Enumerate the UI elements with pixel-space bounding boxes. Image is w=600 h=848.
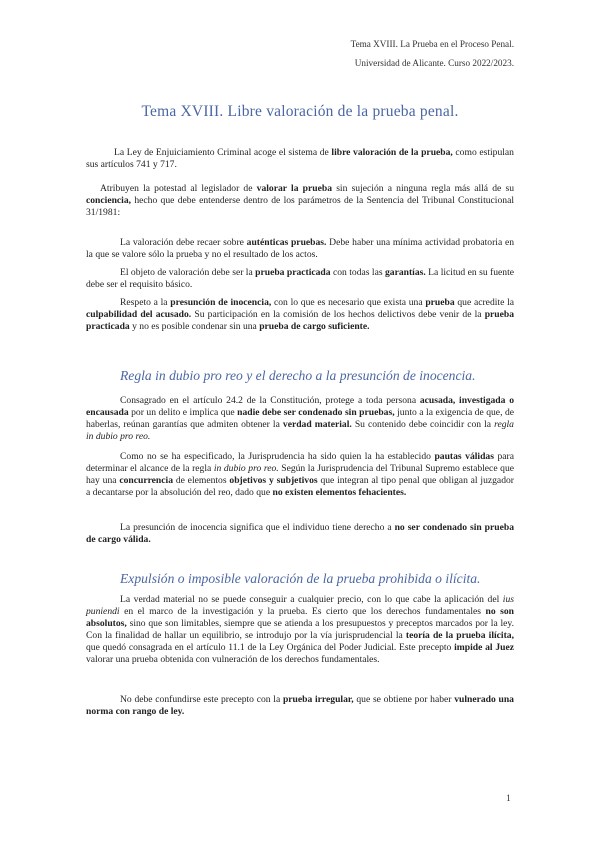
text-run: para determinar el alcance de la regla	[86, 451, 514, 475]
bold-run: vulnerado una norma con rango de ley.	[86, 694, 514, 718]
bold-run: culpabilidad del acusado.	[86, 309, 192, 321]
bold-run: concurrencia	[119, 475, 173, 487]
section-heading-prueba-ilicita: Expulsión o imposible valoración de la prueba prohibida o ilícita.	[120, 571, 481, 586]
bold-run: teoría de la prueba ilícita,	[405, 630, 514, 642]
text-run: El objeto de valoración debe ser la	[120, 267, 256, 278]
text-run: en el marco de la investigación y la prueba. Es cierto que los derechos fundamentales	[119, 606, 486, 618]
text-run: No debe confundirse este precepto con la	[120, 694, 283, 705]
text-run: Su participación en la comisión de los hechos delictivos debe venir de la	[191, 309, 485, 321]
bold-run: acusada, investigada o encausada	[86, 395, 514, 419]
italic-run: ius puniendi	[86, 594, 514, 618]
section-heading-in-dubio: Regla in dubio pro reo y el derecho a la presunción de inocencia.	[120, 368, 476, 383]
header-line-2: Universidad de Alicante. Curso 2022/2023.	[354, 58, 514, 68]
bold-run: garantías.	[384, 267, 426, 278]
text-run: que acredite la	[454, 297, 514, 308]
text-run: La presunción de inocencia significa que el individuo tiene derecho a	[120, 522, 395, 533]
text-run: Debe haber una mínima actividad probatoria en la que se valore sólo la prueba y no el resultado de los actos.	[86, 237, 515, 261]
requisite-3	[86, 297, 514, 333]
italic-run: in dubio pro reo.	[213, 463, 279, 475]
bold-run: auténticas pruebas.	[246, 237, 327, 248]
italic-run: regla in dubio pro reo.	[86, 419, 514, 443]
text-run: hecho que debe entenderse dentro de los parámetros de la Sentencia del Tribunal Constitucional 31/1981:	[86, 195, 514, 219]
bold-run: no existen elementos fehacientes.	[272, 487, 407, 499]
page-title: Tema XVIII. Libre valoración de la prueba penal.	[141, 103, 459, 120]
text-run: con lo que es necesario que exista una	[271, 297, 426, 308]
text-run: valorar una prueba obtenida con vulneración de los derechos fundamentales.	[86, 654, 380, 666]
text-run: con todas las	[330, 267, 385, 278]
bold-run: prueba practicada	[255, 267, 331, 278]
intro-paragraph-2	[86, 183, 514, 219]
bold-run: prueba	[425, 297, 455, 308]
section2-paragraph-2	[86, 694, 514, 718]
bold-run: prueba de cargo suficiente.	[259, 321, 370, 333]
bold-run: impide al Juez	[454, 642, 514, 654]
text-run: Respeto a la	[120, 297, 171, 308]
section1-paragraph-1	[86, 395, 514, 443]
text-run: Según la Jurisprudencia del Tribunal Supremo establece que hay una	[86, 463, 515, 487]
text-run: que se obtiene por haber	[353, 694, 455, 705]
text-run: La valoración debe recaer sobre	[120, 237, 247, 248]
section2-paragraph-1	[86, 594, 514, 667]
text-run: como estipulan sus artículos 741 y 717.	[86, 147, 514, 171]
text-run: por un delito e implica que	[128, 407, 238, 419]
bold-run: prueba irregular,	[282, 694, 354, 705]
text-run: La verdad material no se puede conseguir a cualquier precio, con lo que cabe la aplicación del	[120, 594, 503, 605]
section1-paragraph-2	[86, 451, 514, 499]
text-run: junto a la exigencia de que, de haberlas, reúnan garantías que admiten obtener la	[86, 407, 514, 431]
bold-run: valorar la prueba	[256, 183, 333, 194]
bold-run: verdad material.	[282, 419, 352, 431]
bold-run: no son absolutos,	[86, 606, 514, 630]
bold-run: nadie debe ser condenado sin pruebas,	[237, 407, 395, 419]
bold-run: no ser condenado sin prueba de cargo válida.	[86, 522, 515, 546]
requisite-1	[86, 237, 514, 261]
text-run: La licitud en su fuente debe ser el requisito básico.	[86, 267, 515, 291]
text-run: que integran al tipo penal que obligan al juzgador a decantarse por la absolución del reo, dado que	[86, 475, 514, 499]
bold-run: prueba practicada	[86, 309, 515, 333]
text-run: sino que son limitables, siempre que se atienda a los presupuestos y preceptos marcados por la ley. Con la finalidad de hallar un equilibrio, se introdujo por la vía jurisprudencial la	[86, 618, 514, 642]
text-run: sin sujeción a ninguna regla más allá de su	[332, 183, 515, 194]
bold-run: conciencia,	[86, 195, 132, 207]
intro-paragraph-1	[86, 147, 514, 171]
header-line-1: Tema XVIII. La Prueba en el Proceso Penal.	[350, 39, 514, 49]
text-run: de elementos	[173, 475, 230, 487]
bold-run: presunción de inocencia,	[170, 297, 272, 308]
text-run: Como no se ha especificado, la Jurisprudencia ha sido quien la ha establecido	[120, 451, 435, 462]
bold-run: pautas válidas	[434, 451, 494, 462]
text-run: La Ley de Enjuiciamiento Criminal acoge el sistema de	[114, 147, 332, 158]
page-number: 1	[506, 793, 511, 804]
text-run: Atribuyen la potestad al legislador de	[100, 183, 257, 194]
text-run: que quedó consagrada en el artículo 11.1 de la Ley Orgánica del Poder Judicial. Este precepto	[86, 642, 455, 654]
text-run: Su contenido debe coincidir con la	[351, 419, 495, 431]
text-run: y no es posible condenar sin una	[129, 321, 260, 333]
requisite-2	[86, 267, 514, 291]
section1-paragraph-3	[86, 522, 514, 546]
bold-run: objetivos y subjetivos	[229, 475, 318, 487]
bold-run: libre valoración de la prueba,	[331, 147, 453, 158]
text-run: Consagrado en el artículo 24.2 de la Constitución, protege a toda persona	[120, 395, 420, 406]
